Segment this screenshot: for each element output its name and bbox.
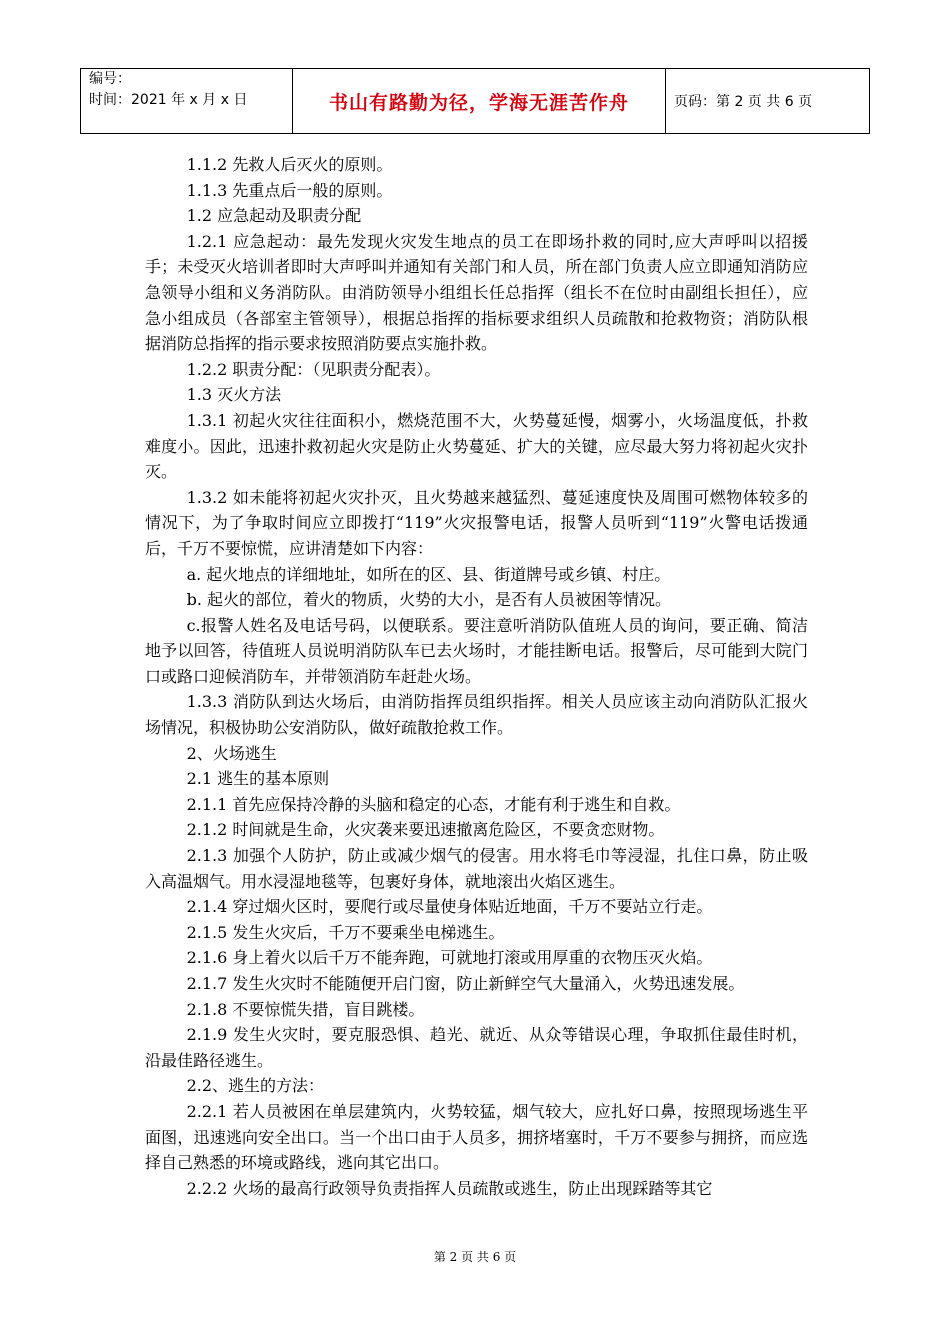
body-paragraph: a. 起火地点的详细地址，如所在的区、县、街道牌号或乡镇、村庄。 [186,564,671,584]
body-paragraph: 2.2、逃生的方法： [186,1076,325,1096]
body-paragraph: 2、火场逃生 [186,743,277,763]
body-paragraph: 2.1.7 发生火灾时不能随便开启门窗，防止新鲜空气大量涌入，火势迅速发展。 [186,974,745,993]
body-paragraph: 2.1.5 发生火灾后，千万不要乘坐电梯逃生。 [186,922,505,942]
body-paragraph: 1.2 应急起动及职责分配 [186,206,362,226]
document-body [145,152,808,1201]
body-paragraph: 1.3.3 消防队到达火场后，由消防指挥员组织指挥。相关人员应该主动向消防队汇报火场情况，积极协助公安消防队，做好疏散抢救工作。 [145,692,808,738]
body-paragraph: 2.1.4 穿过烟火区时，要爬行或尽量使身体贴近地面，千万不要站立行走。 [186,897,713,917]
document-number-label: 编号： [89,71,131,87]
header-meta-cell [81,69,293,134]
body-paragraph: 2.1 逃生的基本原则 [186,769,330,789]
body-paragraph: 1.1.2 先救人后灭火的原则。 [186,155,393,174]
body-paragraph: 1.3.2 如未能将初起火灾扑灭，且火势越来越猛烈、蔓延速度快及周围可燃物体较多的情况下，为了争取时间应立即拨打“119”火灾报警电话，报警人员听到“119”火警电话拨通后，千万不要惊慌，应讲清楚如下内容： [145,487,808,558]
body-paragraph: 2.2.2 火场的最高行政领导负责指挥人员疏散或逃生，防止出现踩踏等其它 [186,1178,713,1198]
body-paragraph: c.报警人姓名及电话号码，以便联系。要注意听消防队值班人员的询问，要正确、简洁地予以回答，待值班人员说明消防队车已去火场时，才能挂断电话。报警后，尽可能到大院门口或路口迎候消防车，并带领消防车赶赴火场。 [145,615,808,686]
document-time-label: 时间：2021 年 x 月 x 日 [89,92,248,108]
body-paragraph: b. 起火的部位，着火的物质，火势的大小，是否有人员被困等情况。 [186,590,672,610]
page-header-table [80,68,870,134]
body-paragraph: 1.3.1 初起火灾往往面积小，燃烧范围不大，火势蔓延慢，烟雾小，火场温度低，扑救难度小。因此，迅速扑救初起火灾是防止火势蔓延、扩大的关键，应尽最大努力将初起火灾扑灭。 [145,410,808,482]
body-paragraph: 2.1.9 发生火灾时，要克服恐惧、趋光、就近、从众等错误心理，争取抓住最佳时机，沿最佳路径逃生。 [145,1025,808,1070]
header-page-info: 页码：第 2 页 共 6 页 [666,69,870,134]
body-paragraph: 2.1.6 身上着火以后千万不能奔跑，可就地打滚或用厚重的衣物压灭火焰。 [186,948,713,968]
body-paragraph: 1.3 灭火方法 [186,385,282,405]
body-paragraph: 2.1.2 时间就是生命，火灾袭来要迅速撤离危险区，不要贪恋财物。 [186,820,665,840]
body-paragraph: 2.2.1 若人员被困在单层建筑内，火势较猛，烟气较大，应扎好口鼻，按照现场逃生平面图，迅速逃向安全出口。当一个出口由于人员多，拥挤堵塞时，千万不要参与拥挤，而应选择自己熟悉的环境或路线，逃向其它出口。 [145,1101,808,1173]
body-paragraph: 1.2.1 应急起动：最先发现火灾发生地点的员工在即场扑救的同时,应大声呼叫以招援手；未受灭火培训者即时大声呼叫并通知有关部门和人员，所在部门负责人应立即通知消防应急领导小组和义务消防队。由消防领导小组组长任总指挥（组长不在位时由副组长担任），应急小组成员（各部室主管领导），根据总指挥的指标要求组织人员疏散和抢救物资；消防队根据消防总指挥的指示要求按照消防要点实施扑救。 [145,231,808,354]
page-footer: 第 2 页 共 6 页 [433,1250,517,1264]
body-paragraph: 1.2.2 职责分配：（见职责分配表）。 [186,359,441,379]
body-paragraph: 1.1.3 先重点后一般的原则。 [186,180,393,200]
body-paragraph: 2.1.8 不要惊慌失措，盲目跳楼。 [186,999,425,1019]
body-paragraph: 2.1.3 加强个人防护，防止或减少烟气的侵害。用水将毛巾等浸湿，扎住口鼻，防止吸入高温烟气。用水浸湿地毯等，包裹好身体，就地滚出火焰区逃生。 [145,846,808,891]
body-paragraph: 2.1.1 首先应保持冷静的头脑和稳定的心态，才能有利于逃生和自救。 [186,794,681,814]
header-motto: 书山有路勤为径，学海无涯苦作舟 [293,69,666,134]
